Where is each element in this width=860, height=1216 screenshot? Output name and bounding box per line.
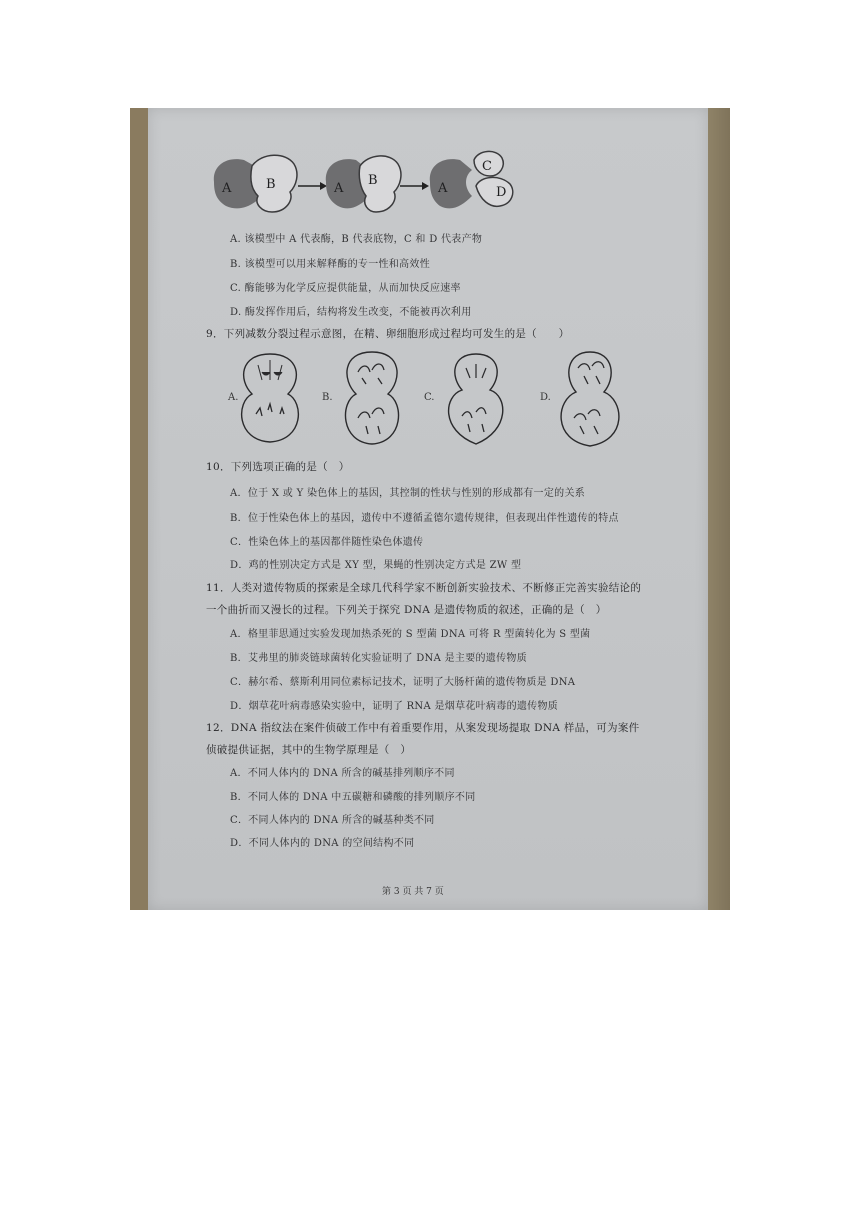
q10-option-c: C．性染色体上的基因都伴随性染色体遗传 [230, 537, 424, 548]
q11-option-d: D．烟草花叶病毒感染实验中，证明了 RNA 是烟草花叶病毒的遗传物质 [230, 701, 559, 712]
q12-option-c: C．不同人体内的 DNA 所含的碱基种类不同 [230, 815, 435, 826]
q8-option-d: D. 酶发挥作用后，结构将发生改变，不能被再次利用 [230, 307, 472, 318]
q9-option-a-label: A. [228, 392, 239, 403]
q12-stem-line-2: 侦破提供证据，其中的生物学原理是（ ） [206, 744, 412, 756]
q10-option-d: D．鸡的性别决定方式是 XY 型，果蝇的性别决定方式是 ZW 型 [230, 560, 522, 571]
label-a-1: A [222, 181, 232, 196]
q9-stem: 9．下列减数分裂过程示意图，在精、卵细胞形成过程均可发生的是（ ） [206, 328, 570, 340]
q12-stem-line-1: 12．DNA 指纹法在案件侦破工作中有着重要作用，从案发现场提取 DNA 样品，可为案件 [206, 722, 640, 734]
q11-option-b: B．艾弗里的肺炎链球菌转化实验证明了 DNA 是主要的遗传物质 [230, 653, 527, 664]
q11-option-c: C．赫尔希、蔡斯利用同位素标记技术，证明了大肠杆菌的遗传物质是 DNA [230, 677, 576, 688]
label-a-3: A [438, 181, 448, 196]
q10-option-b: B．位于性染色体上的基因，遗传中不遵循孟德尔遗传规律，但表现出伴性遗传的特点 [230, 513, 619, 524]
q10-stem: 10．下列选项正确的是（ ） [206, 461, 350, 473]
cell-b [345, 352, 398, 444]
page-footer: 第 3 页 共 7 页 [382, 887, 444, 897]
q9-option-b-label: B. [322, 392, 333, 403]
q9-option-d-label: D. [540, 392, 551, 403]
q11-stem-line-2: 一个曲折而又漫长的过程。下列关于探究 DNA 是遗传物质的叙述，正确的是（ ） [206, 604, 607, 616]
q10-option-a: A．位于 X 或 Y 染色体上的基因，其控制的性状与性别的形成都有一定的关系 [230, 488, 586, 499]
q12-option-a: A．不同人体内的 DNA 所含的碱基排列顺序不同 [230, 768, 455, 779]
label-c: C [482, 159, 492, 174]
q9-option-c-label: C. [424, 392, 435, 403]
label-a-2: A [334, 181, 344, 196]
cell-a [242, 354, 299, 442]
q8-option-c: C. 酶能够为化学反应提供能量，从而加快反应速率 [230, 283, 461, 294]
cell-d [561, 352, 619, 446]
label-d: D [496, 185, 507, 200]
q11-stem-line-1: 11．人类对遗传物质的探索是全球几代科学家不断创新实验技术、不断修正完善实验结论的 [206, 582, 642, 594]
q8-option-b: B. 该模型可以用来解释酶的专一性和高效性 [230, 259, 431, 270]
cell-c [449, 354, 503, 444]
q12-option-d: D．不同人体内的 DNA 的空间结构不同 [230, 838, 415, 849]
q12-option-b: B．不同人体的 DNA 中五碳糖和磷酸的排列顺序不同 [230, 792, 476, 803]
q11-option-a: A．格里菲思通过实验发现加热杀死的 S 型菌 DNA 可将 R 型菌转化为 S 型菌 [230, 629, 591, 640]
label-b-1: B [266, 177, 276, 192]
label-b-2: B [368, 173, 378, 188]
q8-option-a: A. 该模型中 A 代表酶，B 代表底物，C 和 D 代表产物 [230, 234, 483, 245]
